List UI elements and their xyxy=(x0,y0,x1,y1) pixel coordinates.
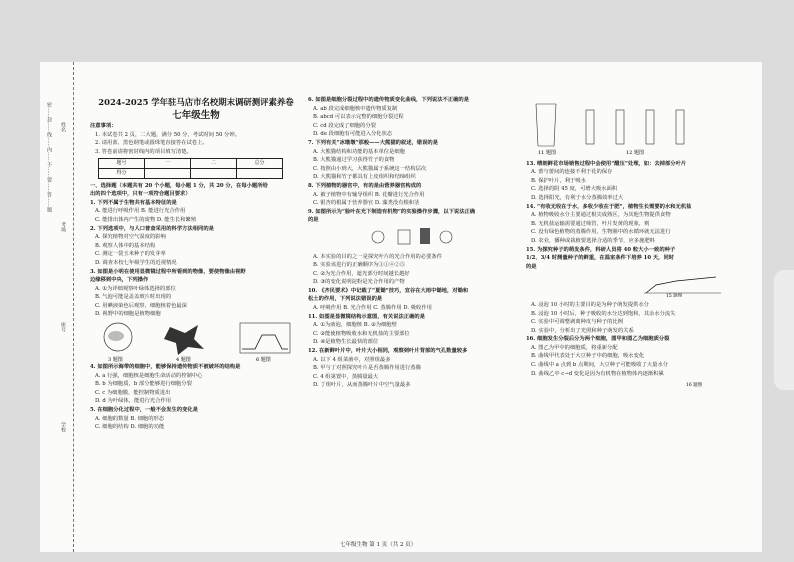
option-line: D. d 为叶绿体，能进行光合作用 xyxy=(95,398,172,405)
option-line: B. 保护叶片，利于吸水 xyxy=(531,177,586,184)
score-table xyxy=(98,158,283,178)
option-line: D. de 段细胞有可能进入分化状态 xyxy=(313,131,393,138)
option-line: C. 按照由小到大，大熊猫属于系统这一结构层次 xyxy=(313,165,427,172)
option-line: A. 被子植物中有输导组织 B. 花瓣进行光合作用 xyxy=(313,191,425,198)
option-line: D. 大熊猫和竹子都具有上皮组织和结缔组织 xyxy=(313,174,416,181)
question-line: 10. 《齐民要术》中记载了“夏锄”技巧，宜谷在大雨中锄地，对锄和 xyxy=(308,287,469,294)
question-line: 4. 如图所示海带的细胞中，能够保持遗传物质不被破坏的结构是 xyxy=(90,364,241,371)
question-line: 6. 如图是细胞分裂过程中的遗传物质变化曲线，下列说法不正确的是 xyxy=(308,97,469,103)
section-heading: 出的四个选项中，只有一项符合题目要求） xyxy=(90,191,191,198)
option-line: D. ③的变化说明淀粉是光合作用的产物 xyxy=(313,279,405,286)
photosynthesis-steps-figure xyxy=(308,225,518,249)
option-line: A. 蕾与蕾间的连接不利于花的保存 xyxy=(531,169,613,176)
page-subtitle: 七年级生物 xyxy=(172,110,220,121)
option-line: A. ①为液泡，细胞核 B. ②为细胞壁 xyxy=(313,322,397,329)
question-line: 9. 如图所示为“验叶在光下制造有机物”的实验操作步骤，以下说法正确 xyxy=(308,208,476,215)
side-scroll-tab[interactable] xyxy=(774,270,794,390)
note-line: 3. 答卷前请将密封线内的项目填写清楚。 xyxy=(95,148,192,155)
fig3-label: 3 题图 xyxy=(108,357,123,364)
fig6-label: 6 题图 xyxy=(256,357,271,364)
option-line: D. 曲线乙中 c→d 变化是因为有机物在植物体内逐渐积累 xyxy=(531,370,664,377)
question-line: 边缘移到中央，下列操作 xyxy=(90,277,149,284)
score-header: 二 xyxy=(191,159,237,169)
option-line: C. 实验中可调整剥离种皮与种子的比例 xyxy=(531,319,623,326)
option-line: B. 无机盐运输需要通过筛管，叶片发黄的现象，则 xyxy=(531,220,650,227)
page-title: 2024-2025 学年驻马店市名校期末调研测评素养卷 xyxy=(98,97,294,107)
question-line: 5. 在细胞分化过程中，一般不会发生的变化是 xyxy=(90,407,199,414)
option-line: D. ④是植物生长最快的部位 xyxy=(313,339,379,346)
option-line: B. 气泡可能是盖盖玻片时出现的 xyxy=(95,294,172,301)
score-cell[interactable] xyxy=(191,168,237,178)
option-line: A. 图乙为甲中的细胞质，将重新分配 xyxy=(531,344,618,351)
option-line: C. 选择的阴 45 度，可增大吸水面积 xyxy=(531,186,618,193)
option-line: B. abcd 可以表示完整的细胞分裂过程 xyxy=(313,114,404,121)
option-line: A. 植物吸收水分主要通过根尖成熟区，为其他生物提供食物 xyxy=(531,212,671,219)
question-line: 7. 下列有关“冰墩墩”那般——大熊猫的叙述，错误的是 xyxy=(308,139,438,146)
option-line: C. 曲线中 a 点到 b 点期间，大豆种子可能吸收了大量水分 xyxy=(531,362,669,369)
option-line: A. 探究植物对空气湿度的影响 xyxy=(95,234,166,241)
option-line: A. 呼吸作用 B. 光合作用 C. 蒸腾作用 D. 吸收作用 xyxy=(313,305,432,312)
note-line: 1. 本试卷共 2 页，二大题，满分 50 分，考试时间 50 分钟。 xyxy=(95,131,240,138)
graph-figure xyxy=(240,323,290,353)
figures-11-12 xyxy=(526,96,736,156)
option-line: C. 4 组第置中，蒸腾量最大 xyxy=(313,373,379,380)
option-line: C. ②为光合作用，遮光部分时间越长越好 xyxy=(313,270,410,277)
score-header: 总分 xyxy=(237,159,283,169)
option-line: C. 能排出体内产生的废物 D. 能生长和繁殖 xyxy=(95,216,197,223)
question-line: 松土的作用，下列说法错误的是 xyxy=(308,296,383,303)
fig11-label: 11 题图 xyxy=(538,150,556,156)
option-line: C. cd 段完成了细胞的分裂 xyxy=(313,122,376,129)
page-footer: 七年级生物 第 1 页（共 2 页） xyxy=(340,542,417,548)
figures-row xyxy=(90,319,302,363)
option-line: A. 本实验的目的之一是探究叶片的光合作用的必要条件 xyxy=(313,253,443,260)
dna-curve xyxy=(242,335,288,349)
seed-weight-chart xyxy=(526,271,736,297)
seaweed-cell-figure xyxy=(164,325,204,355)
fig4-label: 4 题图 xyxy=(176,357,191,364)
question-line: 1/2、3/4 时测量种子的鲜重，在温室条件下培养 10 天，同时 xyxy=(526,255,675,262)
binding-label-seat: 座号 xyxy=(60,322,66,332)
column-2 xyxy=(308,96,518,390)
figure-group-3-4-6 xyxy=(90,319,302,363)
root-tip-figure xyxy=(536,104,556,146)
question-line: 8. 下列植物的器官中，有的是由营养器官构成的 xyxy=(308,182,422,189)
option-line: C. 测定一袋玉米种子的发芽率 xyxy=(95,251,166,258)
fig16-label: 16 题图 xyxy=(686,383,703,389)
question-line: 3. 如图是小明在使用显微镜过程中所看到的物像，要使物像由视野 xyxy=(90,268,246,275)
option-line: A. 能进行呼吸作用 B. 能进行光合作用 xyxy=(95,208,186,215)
option-line: A. 以下 4 组菜菌中，对照组最多 xyxy=(313,356,391,363)
option-line: A. a 行强，细胞核是细胞生命活动的控制中心 xyxy=(95,372,203,379)
question-line: 16. 细胞发生分裂后分为两个细胞，图甲和图乙为细胞质分裂 xyxy=(526,336,670,343)
exam-paper xyxy=(40,62,762,552)
question-line: 的是 xyxy=(308,217,319,224)
question-line: 14. “有收无收在于水，多收少收在于肥”，植物生长需要的水和无机盐 xyxy=(526,203,692,210)
option-line: C. 细胞的结构 D. 细胞的功能 xyxy=(95,424,165,431)
option-line: A. ab 段完成细胞核中遗传物质复制 xyxy=(313,105,398,112)
option-line: B. 实验该进行的正确顺序为③①④②⑤ xyxy=(313,262,406,269)
option-line: A. ①为详细观察叶绿体选择的部位 xyxy=(95,285,176,292)
fig12-label: 12 题图 xyxy=(626,150,644,156)
question-line: 的是 xyxy=(526,263,537,270)
section-heading: 一、选择题（本题共有 20 个小题，每小题 1 分，共 20 分，在每小题所给 xyxy=(90,182,268,189)
question-line: 1. 下列不属于生物共有基本特征的是 xyxy=(90,199,177,206)
option-line: C. c 为细胞膜，能控制物质进出 xyxy=(95,389,171,396)
seed-germination-chart-area xyxy=(526,378,736,388)
score-row-label: 得分 xyxy=(99,168,145,178)
binding-line-text: 密……封……线……内……不……要……答……题 xyxy=(46,102,52,212)
question-line: 15. 为探究种子的萌发条件，科研人员将 40 粒大小一致的种子 xyxy=(526,246,676,253)
question-line: 11. 如图是显微镜结构示意图，有关说法正确的是 xyxy=(308,313,425,320)
question-line: 12. 在新鲜叶片中，叶片大小相同，观察到叶片背部的气孔数量较多 xyxy=(308,348,468,355)
note-line: 2. 请用蓝、黑色钢笔或圆珠笔直接答在试卷上。 xyxy=(95,140,208,147)
option-line: B. 浸泡 10 小时后，种子吸收的水分达到饱和，其余水分流失 xyxy=(531,310,676,317)
option-line: B. 观察人体中的基本结构 xyxy=(95,242,156,249)
question-line: 13. 晴朗鲜花市场销售过程中会使用“醋压”处理，如：去掉部分叶片 xyxy=(526,160,687,167)
option-line: A. 大熊猫结构和功能的基本单位是细胞 xyxy=(313,148,405,155)
question-line: 2. 下列选项中，与人口普查采用的科学方法相同的是 xyxy=(90,225,214,232)
option-line: C. 银杏的根属于营养器官 D. 藻类没有根和茎 xyxy=(313,200,420,207)
notes-heading: 注意事项： xyxy=(90,123,117,129)
cell-shape xyxy=(108,331,124,341)
seed-weight-curve xyxy=(646,277,716,293)
fig15-label: 15 题图 xyxy=(666,294,683,298)
score-header: 题号 xyxy=(99,159,145,169)
option-line: B. 甲与丁对照探究叶片是否蒸腾作用进行蒸腾 xyxy=(313,365,421,372)
binding-label-name: 姓名 xyxy=(60,122,66,132)
binding-strip xyxy=(40,62,74,552)
option-line: B. 大熊猫通过学习获得竹子的食物 xyxy=(313,157,395,164)
option-line: D. 丁组叶片，从而蒸腾叶片中空气量最多 xyxy=(313,382,411,389)
column-3 xyxy=(526,96,736,392)
score-cell[interactable] xyxy=(237,168,283,178)
option-line: C. 没有绿色植物的蒸腾作用，生物圈中的水循环就无法进行 xyxy=(531,229,671,236)
column-1 xyxy=(90,96,302,432)
option-line: A. 浸泡 10 小时的主要目的是为种子萌发提供水分 xyxy=(531,301,649,308)
binding-label-school: 学校 xyxy=(60,422,66,432)
option-line: D. 选择阳光，有利于水分蒸腾效率过大 xyxy=(531,194,624,201)
option-line: B. b 为细胞质，b 部分能够进行细胞分裂 xyxy=(95,381,192,388)
score-cell[interactable] xyxy=(145,168,191,178)
option-line: D. 实验中，分析出了光照和种子萌发的关系 xyxy=(531,327,634,334)
binding-label-room: 考场 xyxy=(60,222,66,232)
option-line: C. 用碘液染色后观察，细胞核着色最深 xyxy=(95,302,187,309)
score-header: 一 xyxy=(145,159,191,169)
option-line: C. ②能使植物吸收水和无机盐的主要部位 xyxy=(313,330,410,337)
option-line: D. 调查本校七年级学生的近视情况 xyxy=(95,259,177,266)
option-line: D. 视野中的细胞是植物细胞 xyxy=(95,311,161,318)
option-line: A. 细胞的数量 B. 细胞的形态 xyxy=(95,415,165,422)
option-line: B. 曲线甲代表处于大豆种子中的细胞，吸水变化 xyxy=(531,353,645,360)
option-line: D. 农业，播种或栽植要选择合适的季节，应多施肥料 xyxy=(531,237,655,244)
